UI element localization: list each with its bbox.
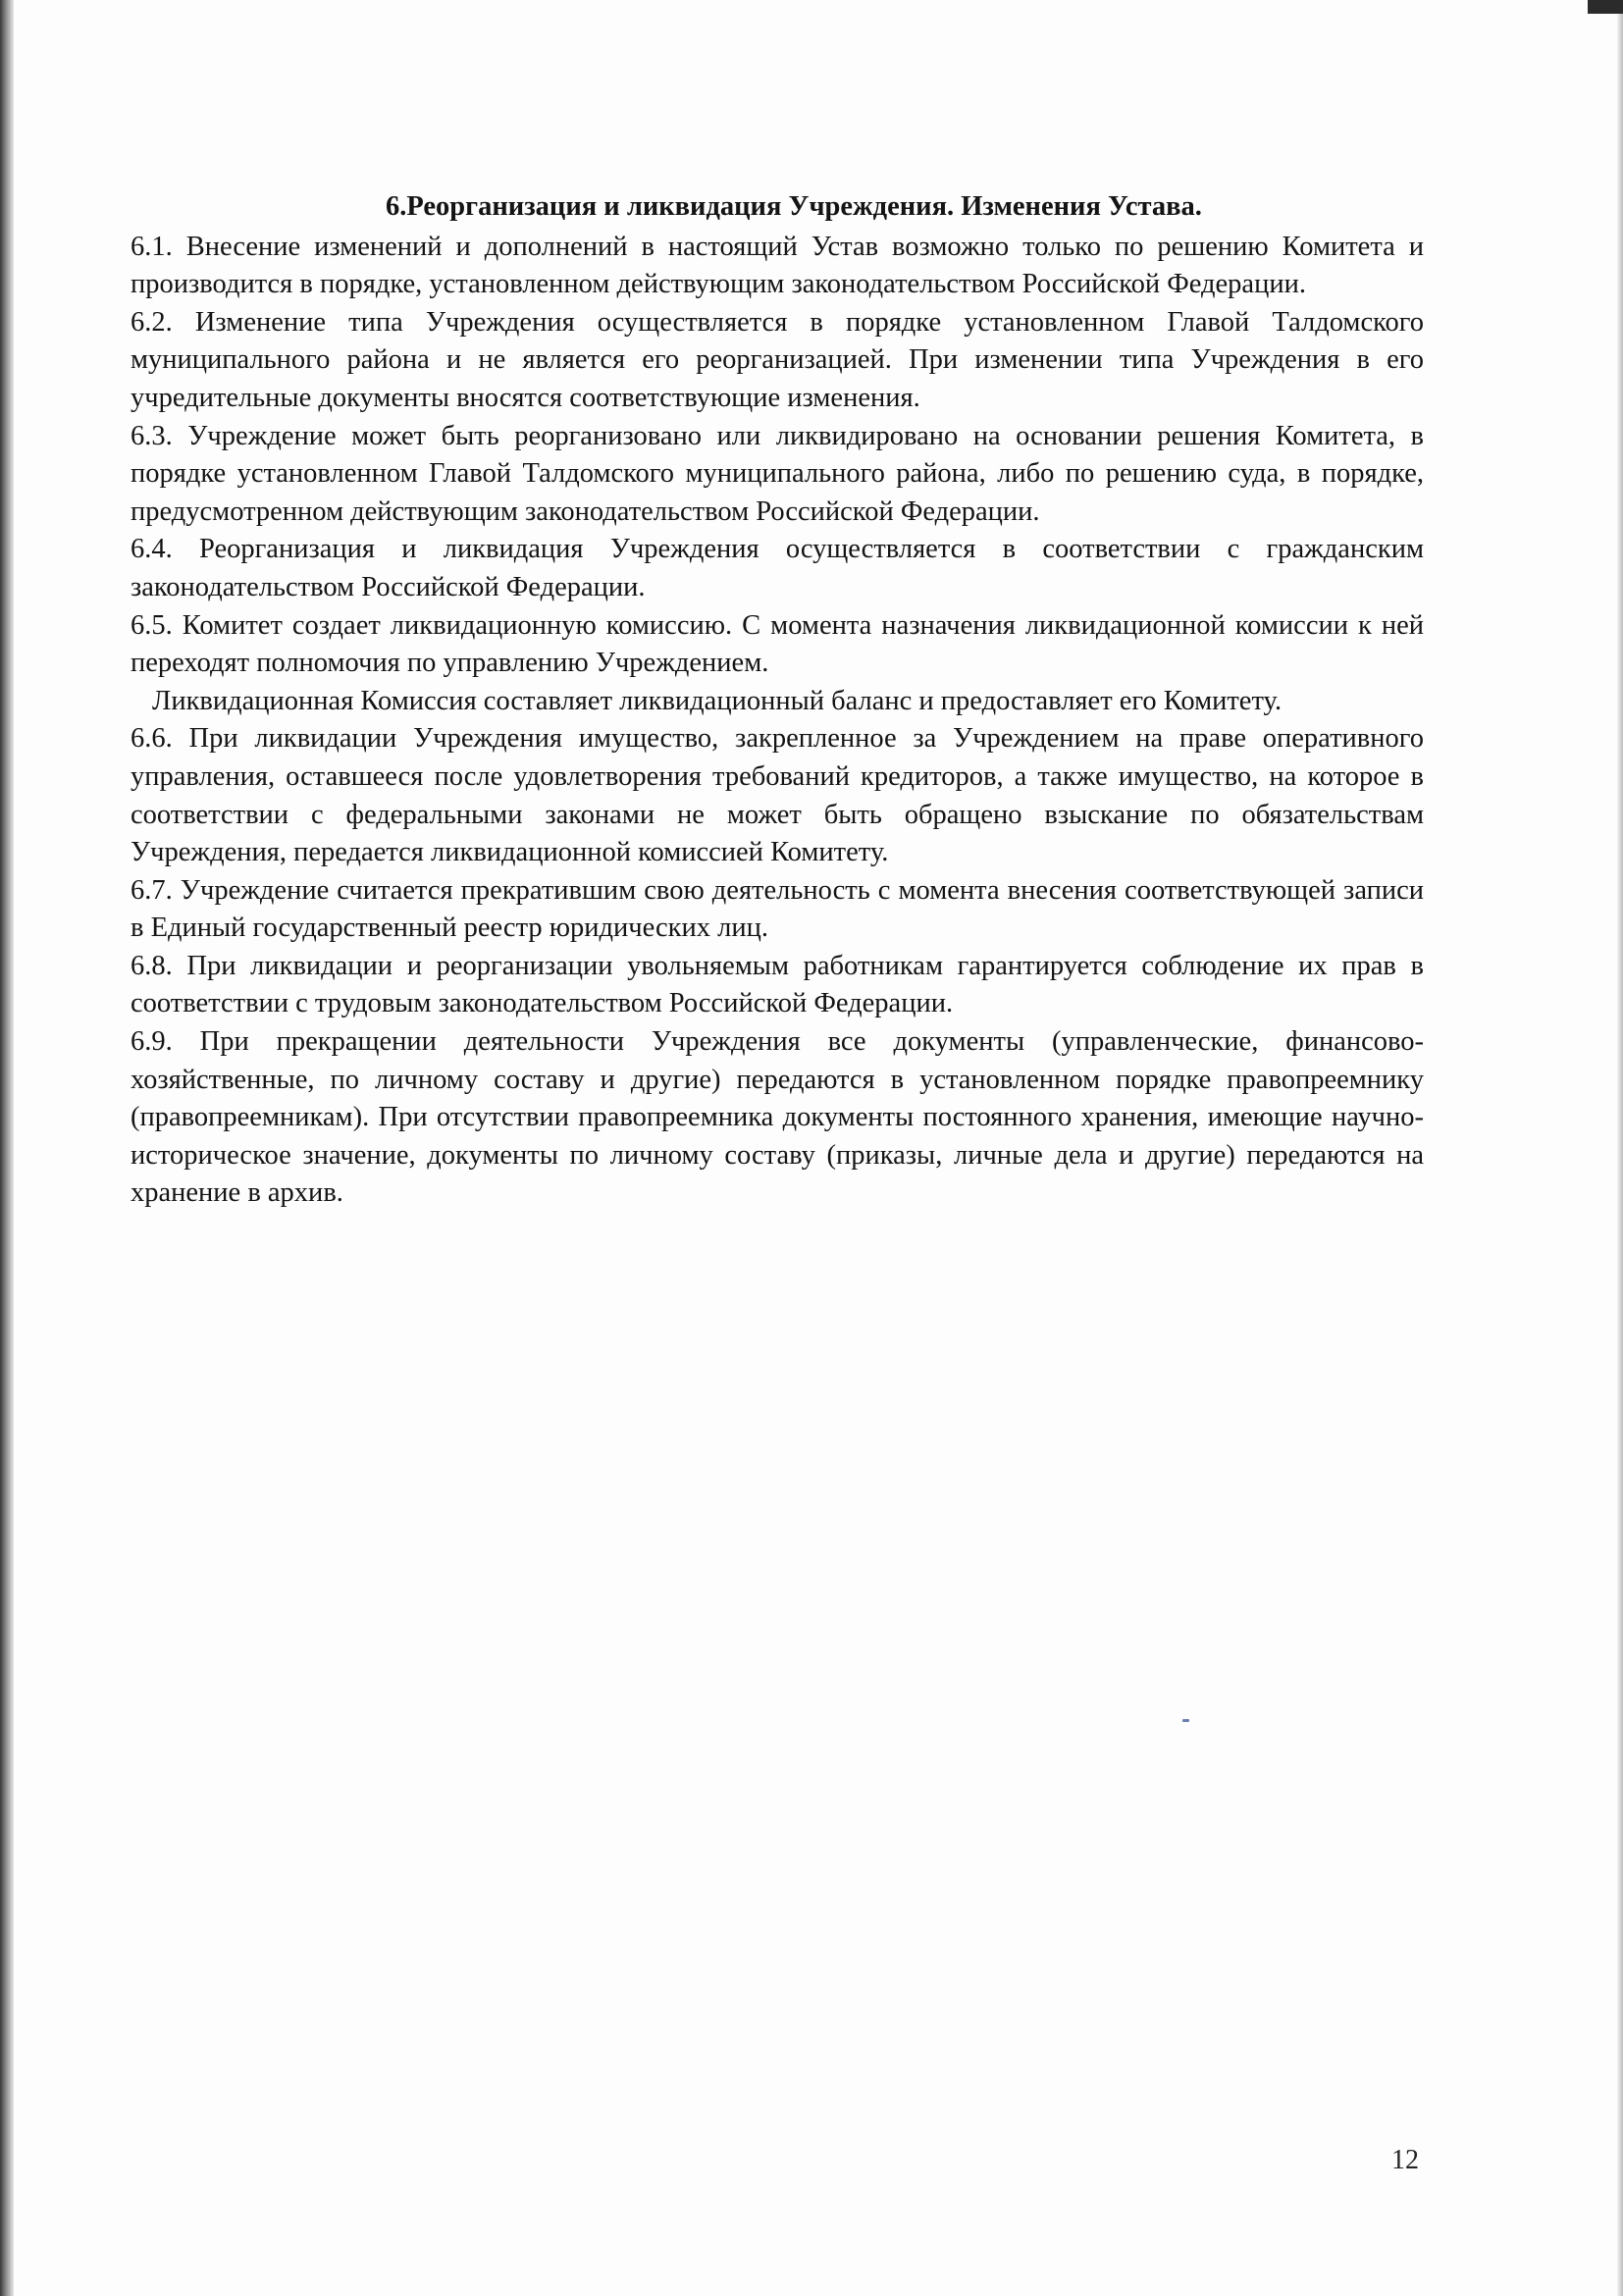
scan-corner-mark [1588, 0, 1623, 14]
section-heading: 6.Реорганизация и ликвидация Учреждения. Изменения Устава. [386, 191, 1202, 222]
paragraph-6-2: 6.2. Изменение типа Учреждения осуществляется в порядке установленном Главой Талдомского муниципального района и не является его реорганизацией. При изменении типа Учреждения в его учредительные документы вносятся соответствующие изменения. [131, 306, 1424, 413]
paragraph-6-9: 6.9. При прекращении деятельности Учреждения все документы (управленческие, финансово-хозяйственные, по личному составу и другие) передаются в установленном порядке правопреемнику (правопреемникам). При отсутствии правопреемника документы постоянного хранения, имеющие научно-историческое значение, документы по личному составу (приказы, личные дела и другие) передаются на хранение в архив. [131, 1026, 1424, 1209]
paragraph-commission: Ликвидационная Комиссия составляет ликвидационный баланс и предоставляет его Комитету. [152, 685, 1283, 716]
document-body [131, 188, 1424, 1213]
paragraph-6-7: 6.7. Учреждение считается прекратившим свою деятельность с момента внесения соответствующей записи в Единый государственный реестр юридических лиц. [131, 874, 1424, 944]
scan-right-edge [1617, 14, 1623, 2296]
scan-left-edge [0, 0, 14, 2296]
paragraph-6-1: 6.1. Внесение изменений и дополнений в настоящий Устав возможно только по решению Комитета и производится в порядке, установленном действующим законодательством Российской Федерации. [131, 231, 1424, 300]
paragraph-6-8: 6.8. При ликвидации и реорганизации увольняемым работникам гарантируется соблюдение их прав в соответствии с трудовым законодательством Российской Федерации. [131, 950, 1424, 1019]
scan-speck [1182, 1719, 1189, 1722]
paragraph-6-3: 6.3. Учреждение может быть реорганизовано или ликвидировано на основании решения Комитета, в порядке установленном Главой Талдомского муниципального района, либо по решению суда, в порядке, предусмотренном действующим законодательством Российской Федерации. [131, 420, 1424, 527]
paragraph-6-4: 6.4. Реорганизация и ликвидация Учреждения осуществляется в соответствии с гражданским законодательством Российской Федерации. [131, 534, 1424, 602]
page-number: 12 [1391, 2145, 1419, 2175]
paragraph-6-6: 6.6. При ликвидации Учреждения имущество, закрепленное за Учреждением на праве оперативного управления, оставшееся после удовлетворения требований кредиторов, а также имущество, на которое в соответствии с федеральными законами не может быть обращено взыскание по обязательствам Учреждения, передается ликвидационной комиссией Комитету. [131, 723, 1424, 868]
paragraph-6-5: 6.5. Комитет создает ликвидационную комиссию. С момента назначения ликвидационной комиссии к ней переходят полномочия по управлению Учреждением. [131, 609, 1424, 679]
